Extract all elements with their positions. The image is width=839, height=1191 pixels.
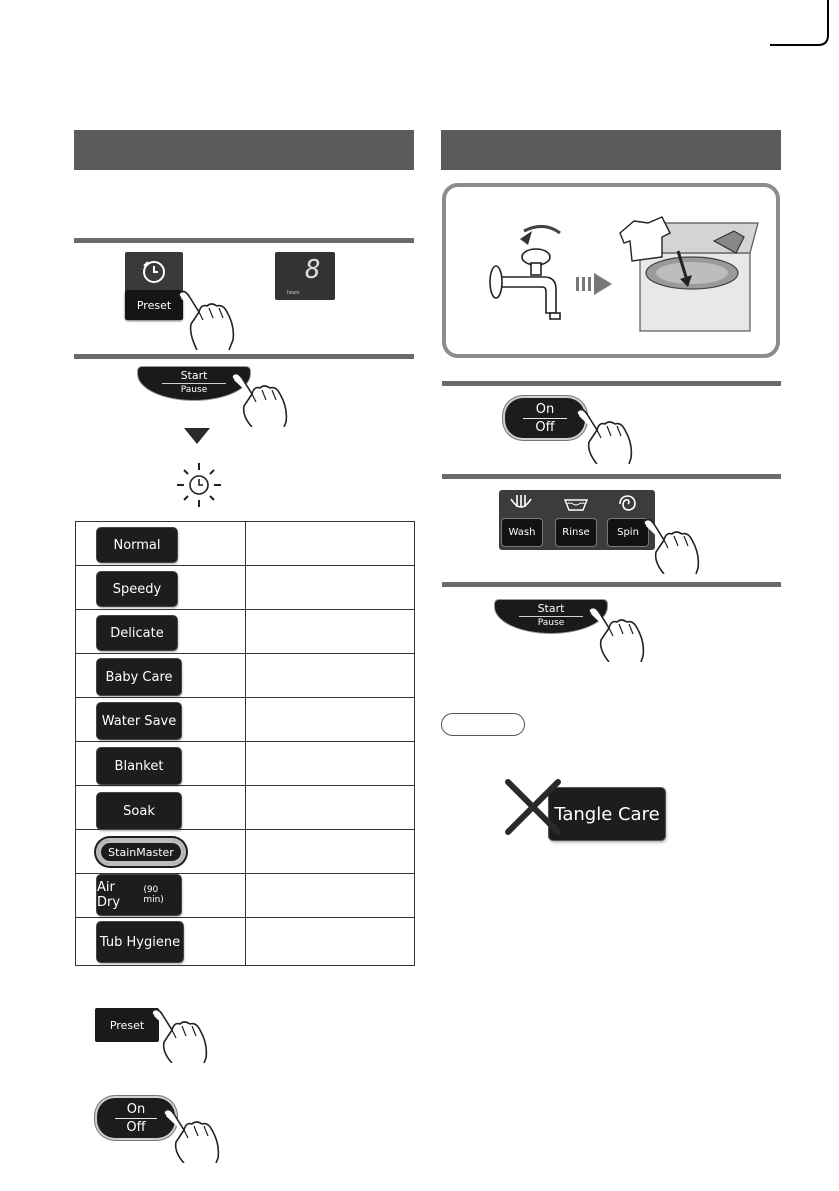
air-dry-duration: (90 min) bbox=[143, 885, 164, 905]
display-digit: 8 bbox=[305, 255, 321, 285]
pointing-hand-icon bbox=[585, 606, 650, 662]
mode-button-soak[interactable]: Soak bbox=[97, 793, 181, 829]
mode-button-stainmaster[interactable]: StainMaster bbox=[96, 838, 186, 866]
clock-icon bbox=[140, 258, 168, 286]
step-divider bbox=[74, 354, 414, 359]
water-tap-icon bbox=[484, 217, 574, 327]
cycle-button-panel bbox=[499, 490, 655, 550]
right-section-header bbox=[441, 130, 781, 170]
tangle-care-button[interactable]: Tangle Care bbox=[549, 788, 665, 840]
start-label: Start bbox=[537, 602, 565, 615]
preparation-illustration bbox=[442, 183, 780, 358]
step-divider bbox=[442, 582, 781, 587]
label-divider bbox=[162, 383, 226, 384]
pause-label: Pause bbox=[180, 385, 208, 395]
mode-button-normal[interactable]: Normal bbox=[97, 528, 177, 562]
spin-button[interactable]: Spin bbox=[608, 519, 648, 546]
step-divider bbox=[442, 381, 781, 386]
pointing-hand-icon bbox=[160, 1108, 225, 1163]
pointing-hand-icon bbox=[573, 408, 638, 464]
rinse-icon bbox=[563, 496, 589, 512]
mode-button-blanket[interactable]: Blanket bbox=[97, 748, 181, 784]
blinking-clock-icon bbox=[172, 460, 226, 510]
mode-button-tub-hygiene[interactable]: Tub Hygiene bbox=[97, 922, 183, 962]
pointing-hand-icon bbox=[148, 1008, 213, 1063]
mode-button-baby-care[interactable]: Baby Care bbox=[97, 659, 181, 695]
mode-button-water-save[interactable]: Water Save bbox=[97, 703, 181, 739]
wash-basin-icon bbox=[509, 495, 533, 513]
down-arrow-icon bbox=[184, 428, 210, 444]
pause-label: Pause bbox=[537, 618, 565, 628]
left-section-header bbox=[74, 130, 414, 170]
spin-icon bbox=[617, 493, 639, 515]
step-divider bbox=[74, 238, 414, 243]
label-divider bbox=[115, 1118, 157, 1119]
mode-button-delicate[interactable]: Delicate bbox=[97, 616, 177, 650]
mode-button-air-dry[interactable] bbox=[97, 875, 181, 915]
hours-display bbox=[275, 252, 335, 300]
pointing-hand-icon bbox=[640, 518, 705, 574]
pointing-hand-icon bbox=[175, 290, 240, 350]
washer-loading-illustration bbox=[618, 213, 768, 333]
display-unit: hours bbox=[287, 290, 300, 296]
forward-arrow-icon bbox=[576, 273, 612, 295]
label-divider bbox=[523, 418, 567, 419]
preset-label: Preset bbox=[109, 1018, 145, 1032]
air-dry-label: Air Dry bbox=[97, 880, 121, 910]
rinse-button[interactable]: Rinse bbox=[556, 519, 596, 546]
page-corner-mark bbox=[770, 0, 839, 75]
preset-button[interactable]: Preset bbox=[125, 290, 183, 320]
start-label: Start bbox=[180, 369, 208, 382]
off-label: Off bbox=[126, 1120, 146, 1135]
off-label: Off bbox=[535, 420, 555, 435]
mode-button-speedy[interactable]: Speedy bbox=[97, 572, 177, 606]
wash-button[interactable]: Wash bbox=[502, 519, 542, 546]
step-divider bbox=[442, 474, 781, 479]
note-badge bbox=[441, 713, 525, 736]
pointing-hand-icon bbox=[228, 372, 293, 427]
on-label: On bbox=[126, 1102, 146, 1117]
cross-mark-icon bbox=[504, 778, 564, 836]
on-label: On bbox=[535, 402, 555, 417]
label-divider bbox=[519, 616, 583, 617]
